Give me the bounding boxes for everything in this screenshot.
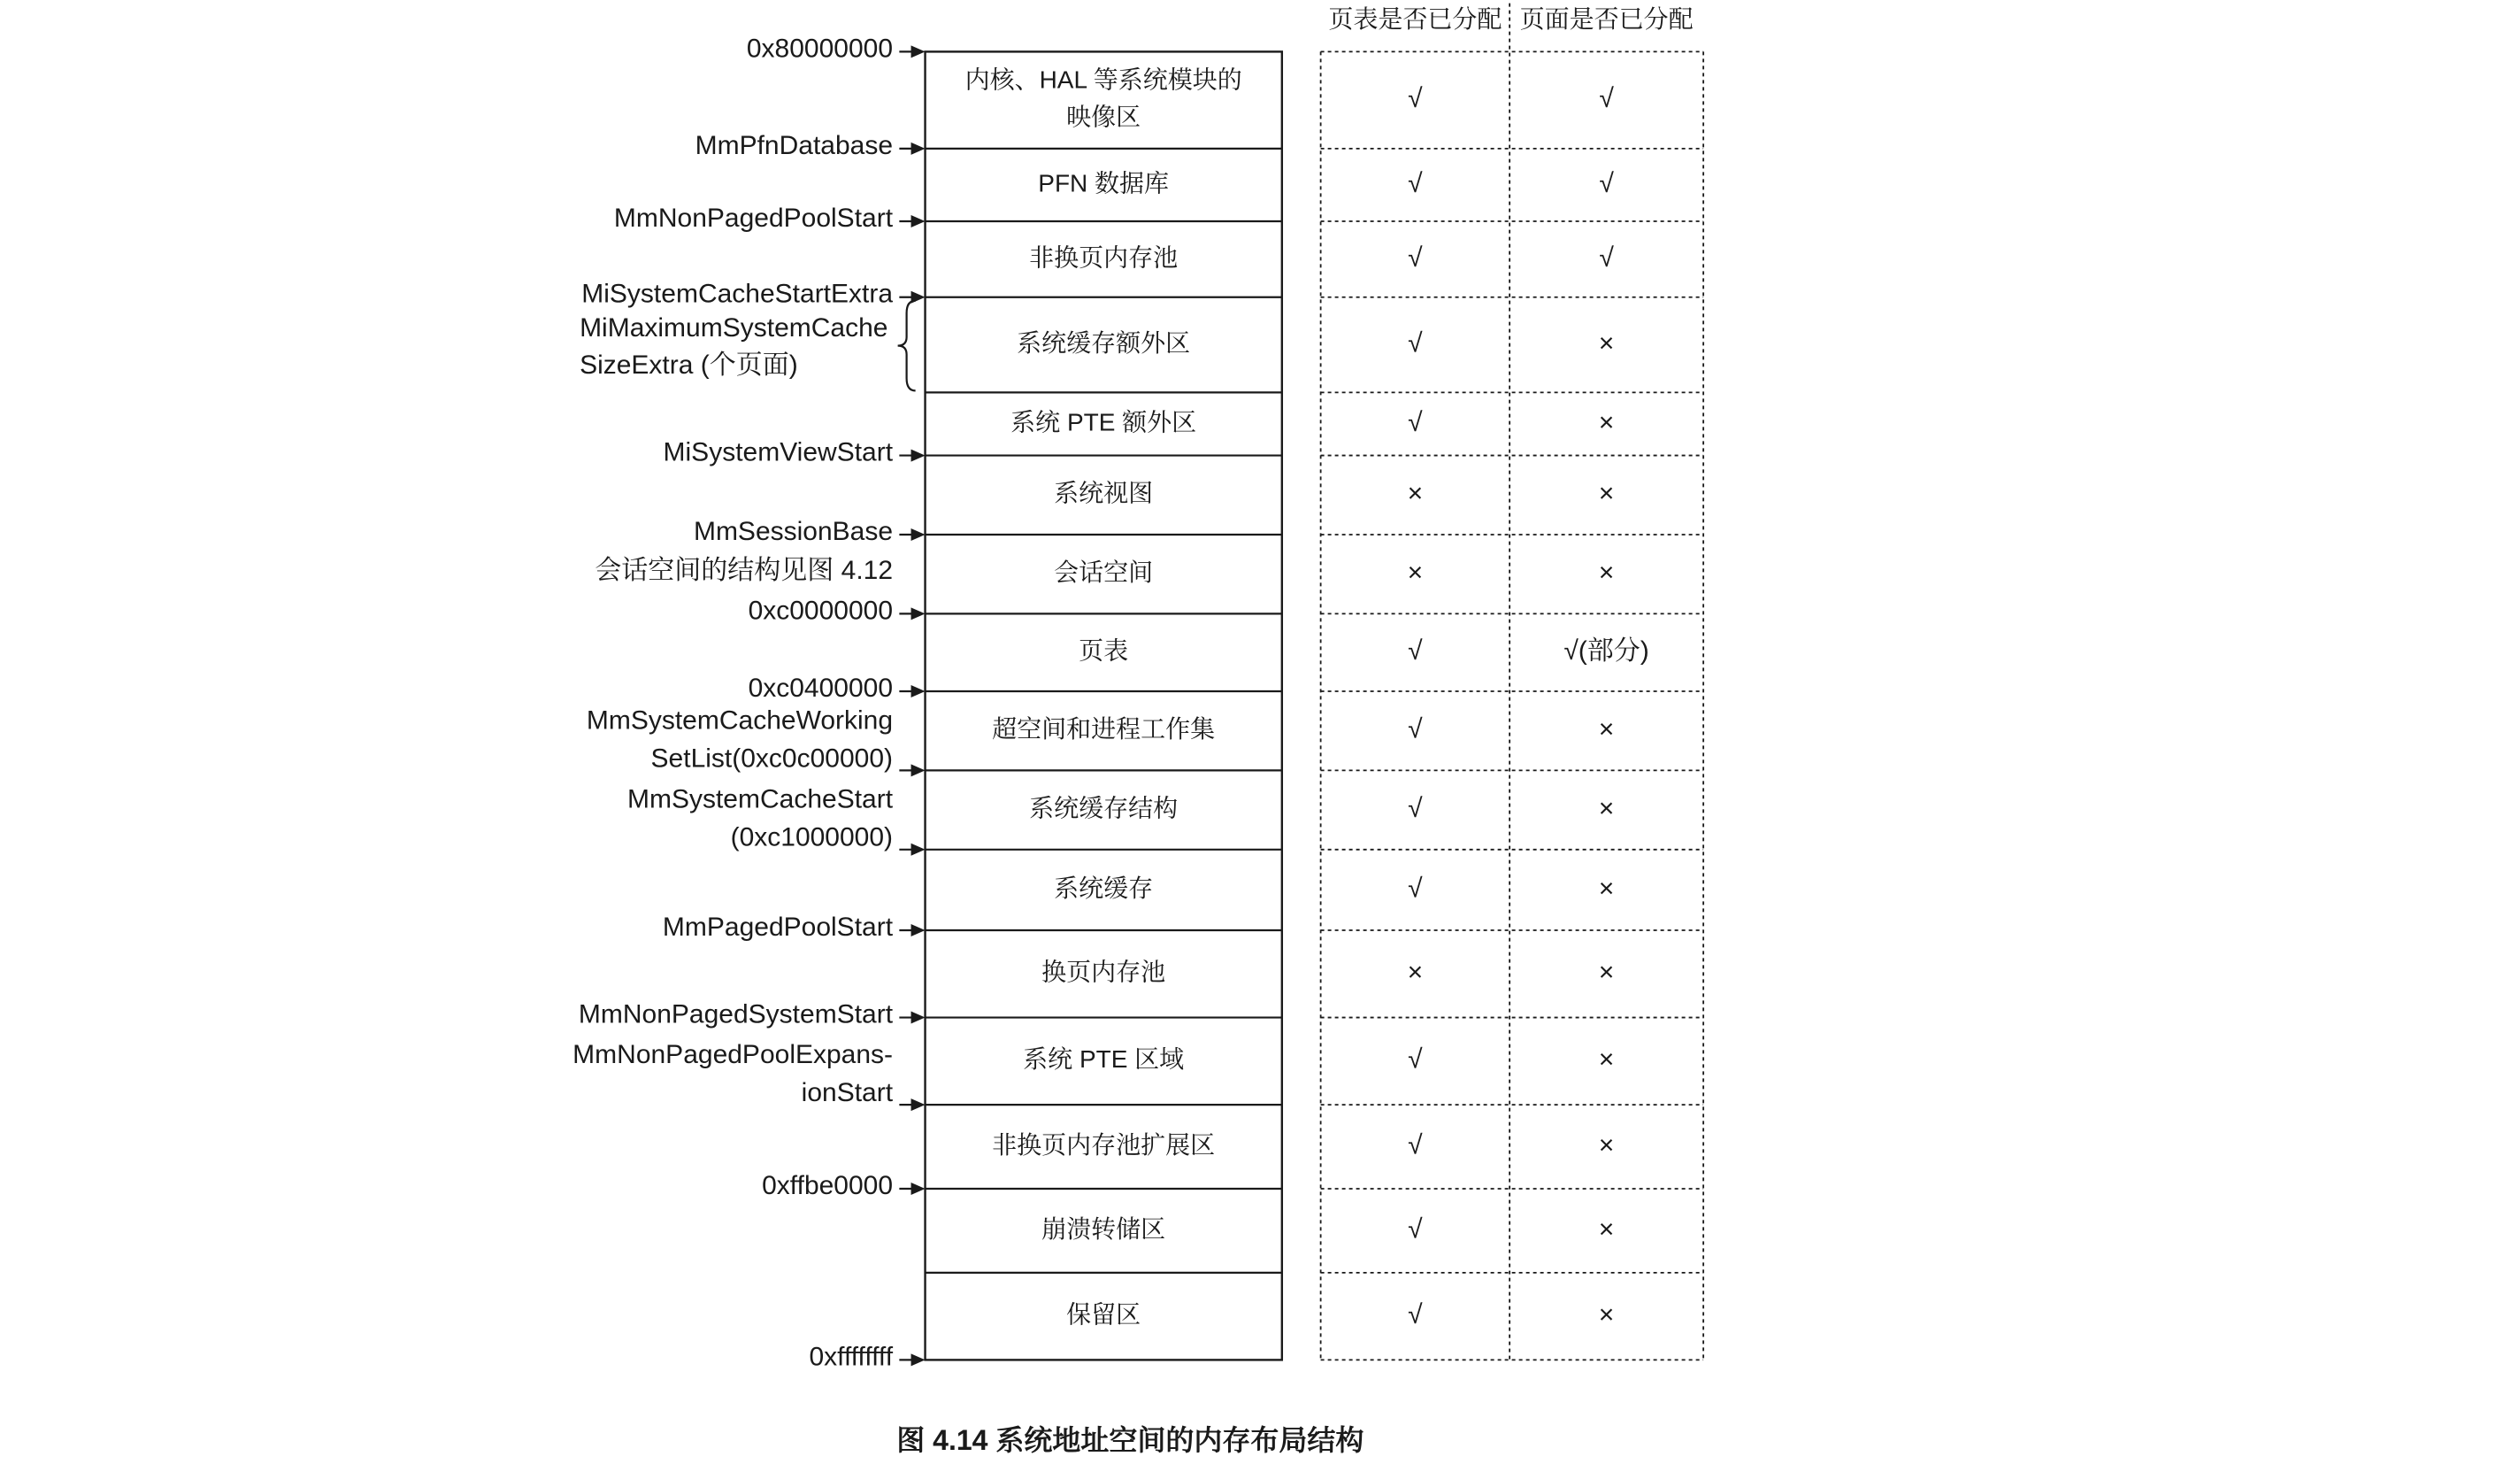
page-table-allocated-mark: × — [1407, 558, 1424, 588]
brace-icon — [898, 301, 916, 391]
page-table-allocated-mark: √ — [1408, 168, 1423, 198]
allocation-row — [1408, 1300, 1614, 1329]
boundary-label-text: MmPfnDatabase — [695, 130, 894, 160]
boundary-label-text: 0xffbe0000 — [762, 1170, 894, 1200]
memory-region-column — [926, 51, 1282, 1360]
boundary-label-text: MmNonPagedPoolExpans- — [572, 1040, 894, 1070]
boundary-label — [694, 517, 893, 546]
page-allocated-mark: × — [1598, 874, 1615, 904]
boundary-label — [572, 1040, 894, 1107]
page-table-allocated-mark: √ — [1408, 328, 1423, 358]
boundary-label-text: MiSystemCacheStartExtra — [581, 279, 894, 309]
region-label: 非换页内存池 — [1029, 243, 1179, 272]
boundary-arrowhead — [911, 764, 926, 776]
region-label: 系统缓存结构 — [1029, 794, 1179, 822]
page-allocated-mark: × — [1598, 407, 1615, 437]
boundary-label-text: MmNonPagedSystemStart — [578, 999, 894, 1029]
memory-region — [1041, 959, 1165, 986]
boundary-arrowhead — [911, 1012, 926, 1024]
region-label: 系统缓存额外区 — [1017, 328, 1191, 357]
boundary-label — [809, 1342, 893, 1371]
page-allocated-mark: × — [1598, 1044, 1615, 1075]
allocation-row — [1408, 1130, 1614, 1160]
boundary-label — [749, 596, 893, 625]
boundary-label — [579, 999, 894, 1029]
boundary-label — [762, 1171, 893, 1200]
boundary-arrowhead — [911, 215, 926, 227]
allocation-row — [1408, 408, 1614, 437]
boundary-label — [749, 674, 893, 703]
boundary-label — [627, 785, 894, 852]
boundary-arrowhead — [911, 143, 926, 155]
allocation-row — [1408, 715, 1614, 744]
allocation-row — [1408, 479, 1615, 508]
figure-caption: 图 4.14 系统地址空间的内存布局结构 — [896, 1423, 1364, 1456]
boundary-label-text: MmSessionBase — [693, 516, 894, 546]
allocation-row — [1408, 328, 1614, 358]
boundary-label-text: ionStart — [801, 1078, 894, 1108]
boundary-arrows — [899, 45, 925, 1366]
boundary-label-text: MmSystemCacheStart — [626, 784, 894, 814]
memory-region — [1029, 243, 1178, 271]
page-allocated-mark: × — [1598, 479, 1615, 509]
boundary-label — [664, 437, 894, 466]
boundary-label-text: MmPagedPoolStart — [662, 912, 894, 942]
allocation-row — [1408, 794, 1614, 823]
cache-size-label: SizeExtra (个页面) — [580, 351, 798, 381]
column-header-page: 页面是否已分配 — [1519, 5, 1694, 34]
page-table-allocated-mark: √ — [1408, 1214, 1423, 1244]
page-allocated-mark: × — [1598, 1214, 1615, 1244]
allocation-row — [1408, 874, 1614, 903]
memory-region — [1017, 329, 1190, 357]
boundary-label-text: MmSystemCacheWorking — [586, 705, 894, 736]
boundary-label-text: 0xffffffff — [809, 1342, 894, 1372]
memory-region — [1010, 408, 1196, 435]
boundary-label-text: 0xc0400000 — [748, 673, 894, 703]
boundary-label-text: 0x80000000 — [746, 34, 894, 64]
page-table-allocated-mark: √ — [1408, 1300, 1423, 1330]
page-allocated-mark: √ — [1599, 243, 1614, 273]
page-table-allocated-mark: × — [1407, 958, 1424, 988]
region-label: 系统缓存 — [1054, 874, 1154, 902]
cache-size-label: MiMaximumSystemCache — [580, 313, 888, 343]
boundary-arrowhead — [911, 924, 926, 936]
page-table-allocated-mark: √ — [1408, 407, 1423, 437]
allocation-row — [1408, 169, 1614, 198]
page-allocated-mark: × — [1598, 328, 1615, 358]
allocation-row — [1408, 1214, 1614, 1244]
boundary-label — [614, 204, 894, 233]
memory-region — [1029, 794, 1178, 821]
page-allocated-mark: × — [1598, 958, 1615, 988]
page-allocated-mark: × — [1598, 1300, 1615, 1330]
page-table-allocated-mark: √ — [1408, 714, 1423, 744]
allocation-row — [1408, 84, 1614, 113]
boundary-labels — [572, 34, 894, 1371]
boundary-label — [663, 913, 894, 942]
session-note: 会话空间的结构见图 4.12 — [595, 555, 894, 585]
page-table-allocated-mark: √ — [1408, 1044, 1423, 1075]
page-allocated-mark: √(部分) — [1563, 636, 1649, 667]
region-label: 页表 — [1079, 636, 1129, 665]
page-allocated-mark: × — [1598, 558, 1615, 588]
boundary-arrowhead — [911, 685, 926, 697]
allocation-row — [1408, 559, 1615, 588]
page-allocated-mark: √ — [1599, 168, 1614, 198]
page-table-allocated-mark: √ — [1408, 84, 1423, 114]
memory-region — [992, 715, 1215, 743]
region-label: 保留区 — [1066, 1300, 1141, 1329]
boundary-label — [587, 705, 893, 773]
page-table-allocated-mark: √ — [1408, 1130, 1423, 1160]
page-table-allocated-mark: × — [1407, 479, 1424, 509]
page-table-allocated-mark: √ — [1408, 243, 1423, 273]
region-label: 系统 PTE 额外区 — [1010, 408, 1197, 436]
memory-region — [1041, 1215, 1165, 1243]
boundary-arrowhead — [911, 607, 926, 620]
memory-region — [992, 1131, 1215, 1159]
boundary-arrowhead — [911, 45, 926, 58]
boundary-arrowhead — [911, 844, 926, 856]
region-label: 系统 PTE 区域 — [1023, 1045, 1185, 1074]
region-label: 超空间和进程工作集 — [992, 715, 1216, 744]
allocation-table — [1321, 4, 1703, 1360]
boundary-label-text: SetList(0xc0c00000) — [650, 744, 894, 774]
allocation-row — [1408, 958, 1615, 987]
boundary-arrowhead — [911, 1098, 926, 1111]
page-allocated-mark: √ — [1599, 84, 1614, 114]
memory-region — [1054, 480, 1153, 507]
boundary-arrowhead — [911, 1353, 926, 1366]
memory-region — [1054, 559, 1153, 586]
region-label: 内核、HAL 等系统模块的 — [964, 65, 1242, 94]
page-allocated-mark: × — [1598, 714, 1615, 744]
region-label: 非换页内存池扩展区 — [992, 1130, 1216, 1159]
page-allocated-mark: × — [1598, 794, 1615, 824]
page-table-allocated-mark: √ — [1408, 874, 1423, 904]
allocation-row — [1408, 243, 1614, 273]
allocation-row — [1408, 1045, 1614, 1075]
boundary-label — [695, 131, 893, 160]
memory-region — [1038, 169, 1169, 196]
boundary-label — [581, 280, 893, 309]
memory-region — [1079, 637, 1128, 665]
boundary-arrowhead — [911, 1183, 926, 1195]
region-label: 映像区 — [1066, 103, 1141, 131]
annotations — [580, 301, 1364, 1456]
page-table-allocated-mark: √ — [1408, 636, 1423, 667]
boundary-arrowhead — [911, 450, 926, 462]
page-allocated-mark: × — [1598, 1130, 1615, 1160]
column-header-page-table: 页表是否已分配 — [1328, 5, 1502, 34]
region-label: 崩溃转储区 — [1041, 1214, 1166, 1243]
memory-region — [1054, 875, 1153, 902]
region-label: PFN 数据库 — [1038, 169, 1170, 197]
boundary-label-text: (0xc1000000) — [730, 822, 894, 852]
boundary-label-text: 0xc0000000 — [748, 596, 894, 626]
region-label: 会话空间 — [1054, 559, 1154, 587]
boundary-label — [747, 34, 893, 63]
memory-region — [1066, 1301, 1141, 1329]
allocation-row — [1408, 636, 1649, 666]
memory-region — [965, 66, 1242, 131]
boundary-label-text: MmNonPagedPoolStart — [613, 203, 894, 233]
memory-region — [1023, 1045, 1184, 1073]
region-label: 系统视图 — [1054, 479, 1154, 507]
boundary-label-text: MiSystemViewStart — [663, 437, 894, 467]
boundary-arrowhead — [911, 528, 926, 541]
region-label: 换页内存池 — [1041, 958, 1166, 986]
page-table-allocated-mark: √ — [1408, 794, 1423, 824]
